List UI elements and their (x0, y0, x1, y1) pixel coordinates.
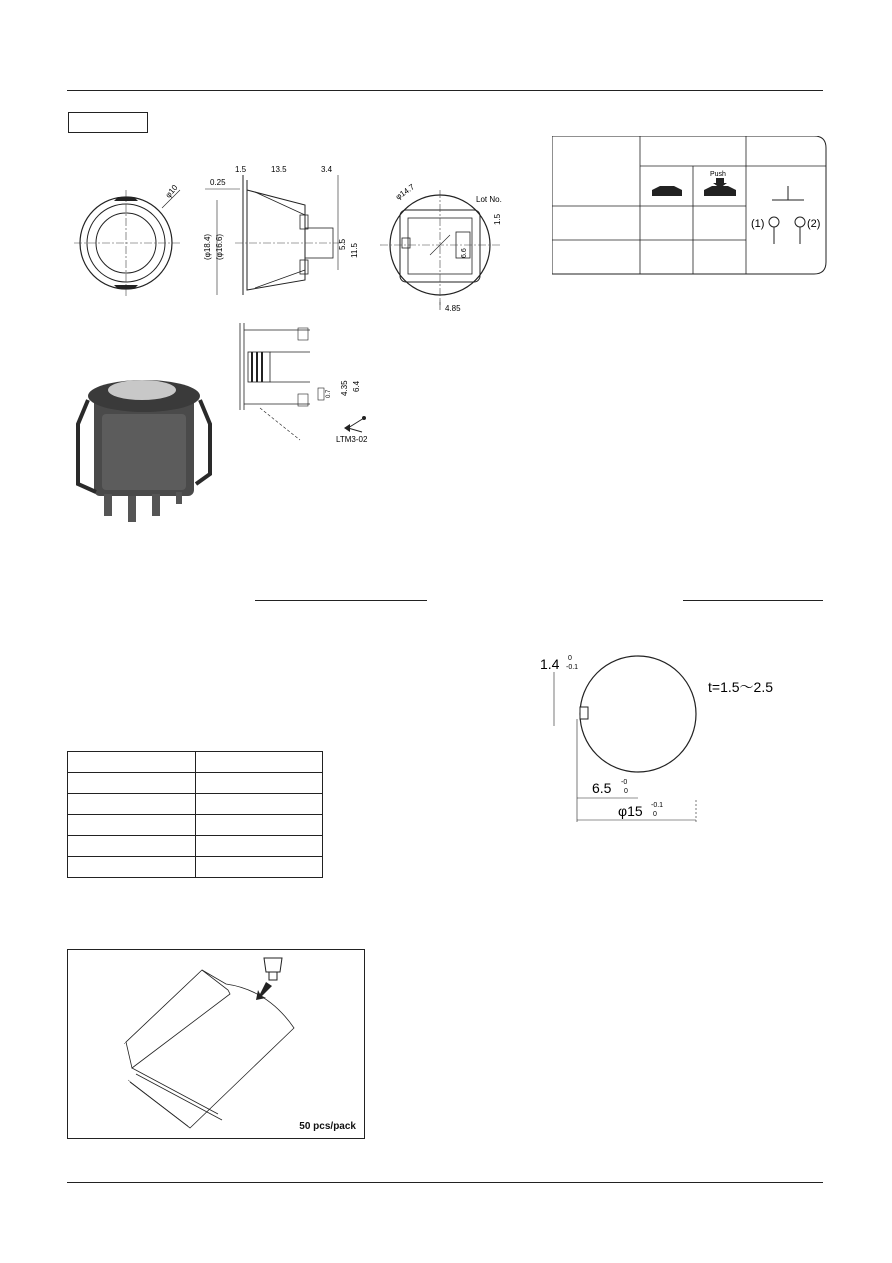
cutout-offset-tol-up: -0 (621, 779, 628, 786)
front-view-drawing (70, 180, 190, 305)
usb-symbol-icon (344, 416, 366, 432)
packaging-bag-drawing (68, 950, 364, 1138)
panel-thickness-label: t=1.5〜2.5 (708, 679, 773, 695)
spec-table (67, 751, 323, 878)
table-row (68, 773, 323, 794)
cutout-dia-tol-up: -0.1 (651, 802, 664, 809)
section-rule-right (683, 600, 823, 601)
terminal-2-label: (2) (807, 218, 821, 230)
dim-0-25: 0.25 (210, 178, 226, 187)
switch-icon (264, 958, 282, 980)
dim-4-35: 4.35 (340, 380, 349, 396)
cutout-offset-dim: 6.5 (592, 780, 612, 796)
dim-13-5: 13.5 (271, 165, 287, 174)
released-icon (652, 186, 682, 196)
front-dia-label: φ10 (163, 183, 180, 200)
lot-no-label: Lot No. (476, 195, 502, 204)
dim-rear-6-6: 6.6 (461, 248, 468, 258)
dim-0-7: 0.7 (326, 389, 332, 398)
cutout-dia-dim: φ15 (618, 803, 643, 819)
packaging-box (67, 949, 365, 1139)
cutout-height-dim: 1.4 (540, 656, 560, 672)
header-rule (67, 90, 823, 91)
cutout-height-tol-up: 0 (568, 655, 572, 662)
dim-phi-14-7: φ14.7 (393, 182, 417, 202)
part-number-label: LTM3-02 (336, 435, 368, 444)
cutout-dia-tol-dn: 0 (653, 811, 657, 818)
dim-11-5: 11.5 (350, 243, 359, 258)
footer-rule (67, 1182, 823, 1183)
side-view-drawing (195, 160, 365, 305)
dim-phi-18-4: (φ18.4) (203, 233, 212, 260)
dim-phi-16-6: (φ16.6) (215, 233, 224, 260)
cutout-height-tol-dn: -0.1 (566, 664, 579, 671)
dim-5-5: 5.5 (338, 238, 347, 250)
circuit-symbol (769, 186, 805, 244)
table-row (68, 752, 323, 773)
cutout-offset-tol-dn: 0 (624, 788, 628, 795)
product-photo (72, 374, 217, 529)
push-label: Push (710, 171, 726, 178)
section-rule-left (255, 600, 427, 601)
dim-3-4: 3.4 (321, 165, 333, 174)
table-row (68, 857, 323, 878)
dim-1-5: 1.5 (235, 165, 247, 174)
arrow-down-icon (256, 982, 272, 1000)
pack-quantity-label: 50 pcs/pack (299, 1121, 356, 1132)
push-arrow-icon (704, 178, 736, 196)
dim-4-85: 4.85 (445, 304, 461, 313)
lower-side-drawing (230, 318, 380, 453)
section-label-box (68, 112, 148, 133)
dim-6-4: 6.4 (352, 380, 361, 392)
dim-rear-1-5: 1.5 (493, 213, 502, 225)
circuit-table (552, 136, 828, 276)
table-row (68, 815, 323, 836)
table-row (68, 794, 323, 815)
rear-view-drawing (370, 170, 510, 315)
table-row (68, 836, 323, 857)
panel-cutout-drawing (530, 640, 830, 825)
terminal-1-label: (1) (751, 218, 765, 230)
